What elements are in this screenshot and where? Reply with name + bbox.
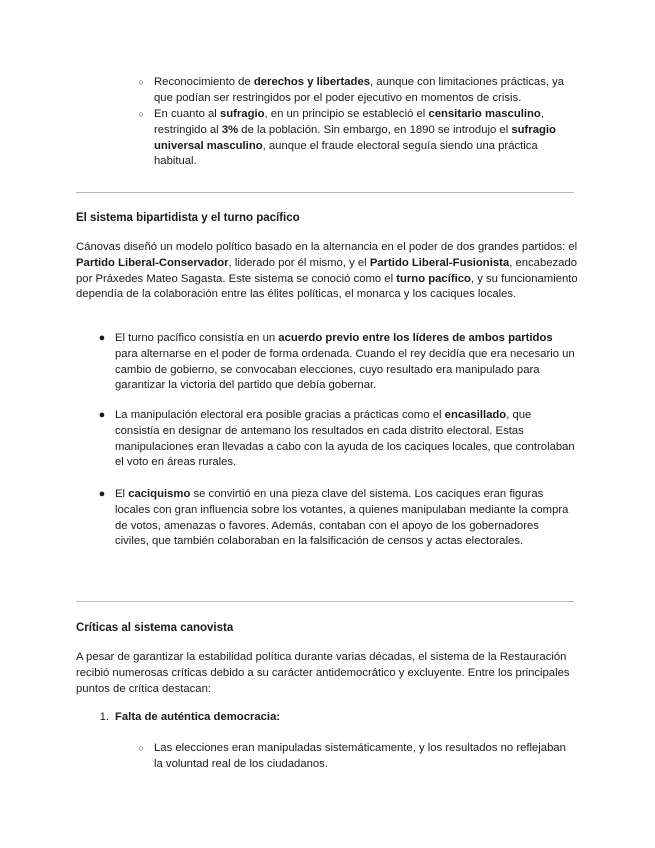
section-heading: El sistema bipartidista y el turno pacífico — [76, 212, 300, 224]
list-item: ○ En cuanto al sufragio, en un principio se estableció el censitario masculino, restringido al 3% de la población. Sin embargo, en 1890 se introdujo el sufragio universal masculino, aunque el fraude electoral seguía siendo una práctica habitual. — [154, 107, 575, 170]
list-item: ○ Las elecciones eran manipuladas sistemáticamente, y los resultados no reflejaban la voluntad real de los ciudadanos. — [154, 741, 575, 773]
bullet-icon: ● — [98, 488, 106, 500]
list-number: 1. — [99, 711, 109, 723]
list-item: ● La manipulación electoral era posible gracias a prácticas como el encasillado, que consistía en designar de antemano los resultados en cada distrito electoral. Estas manipulaciones eran llevadas a cabo con la ayuda de los caciques locales, que controlaban el voto en áreas rurales. — [115, 408, 575, 471]
list-item: ○ Reconocimiento de derechos y libertades, aunque con limitaciones prácticas, ya que podían ser restringidos por el poder ejecutivo en momentos de crisis. — [154, 75, 575, 107]
section-heading: Críticas al sistema canovista — [76, 622, 234, 634]
hollow-bullet-icon: ○ — [138, 77, 144, 87]
list-item: ● El turno pacífico consistía en un acuerdo previo entre los líderes de ambos partidos para alternarse en el poder de forma ordenada. Cuando el rey decidía que era necesario un cambio de gobierno, se convocaban elecciones, cuyo resultado era manipulado para garantizar la victoria del partido que debía gobernar. — [115, 331, 575, 394]
numbered-item: 1. Falta de auténtica democracia: — [115, 710, 575, 726]
list-item: ● El caciquismo se convirtió en una pieza clave del sistema. Los caciques eran figuras locales con gran influencia sobre los votantes, a quienes manipulaban mediante la compra de votos, amenazas o favores. Además, contaban con el apoyo de los gobernadores civiles, que también colaboraban en la falsificación de censos y actas electorales. — [115, 487, 575, 550]
bullet-icon: ● — [98, 332, 106, 344]
bullet-icon: ● — [98, 409, 106, 421]
paragraph: A pesar de garantizar la estabilidad política durante varias décadas, el sistema de la Restauración recibió numerosas críticas debido a su carácter antidemocrático y excluyente. Entre los principales puntos de crítica destacan: — [76, 651, 570, 695]
horizontal-rule — [76, 601, 574, 602]
hollow-bullet-icon: ○ — [138, 743, 144, 753]
horizontal-rule — [76, 192, 574, 193]
hollow-bullet-icon: ○ — [138, 109, 144, 119]
paragraph: Cánovas diseñó un modelo político basado en la alternancia en el poder de dos grandes partidos: el Partido Liberal-Conservador, liderado por él mismo, y el Partido Liberal-Fusionista, encabezado por Práxedes Mateo Sagasta. Este sistema se conoció como el turno pacífico, y su funcionamiento dependía de la colaboración entre las élites políticas, el monarca y los caciques locales. — [76, 241, 578, 301]
